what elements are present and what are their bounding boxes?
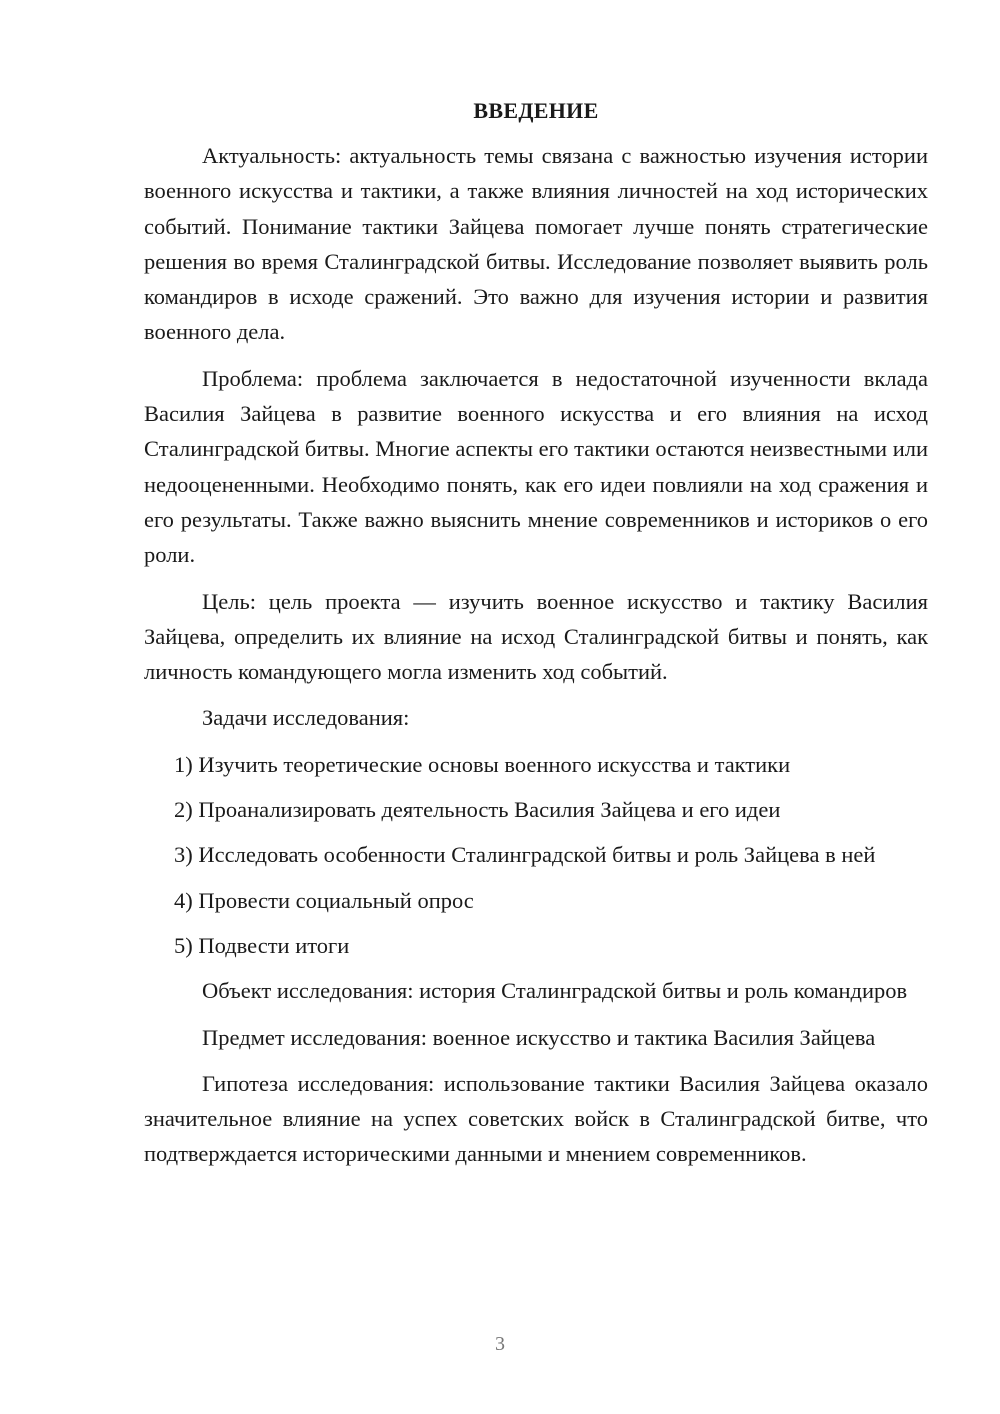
tasks-heading: Задачи исследования: <box>202 705 410 731</box>
section-title: ВВЕДЕНИЕ <box>473 98 599 123</box>
task-item: 4) Провести социальный опрос <box>174 887 474 913</box>
hypothesis-paragraph: Гипотеза исследования: использование тактики Василия Зайцева оказало значительное влияние на успех советских войск в Сталинградской битве, что подтверждается историческими данными и мнением современников. <box>144 1070 928 1167</box>
object-paragraph: Объект исследования: история Сталинградской битвы и роль командиров <box>202 978 908 1004</box>
task-item: 5) Подвести итоги <box>174 932 350 958</box>
task-item: 2) Проанализировать деятельность Василия Зайцева и его идеи <box>174 797 781 823</box>
goal-paragraph: Цель: цель проекта — изучить военное искусство и тактику Василия Зайцева, определить их влияние на исход Сталинградской битвы и понять, как личность командующего могла изменить ход событий. <box>144 588 928 685</box>
subject-paragraph: Предмет исследования: военное искусство и тактика Василия Зайцева <box>202 1024 876 1050</box>
page-content <box>144 96 928 1183</box>
task-item: 1) Изучить теоретические основы военного искусства и тактики <box>174 751 791 777</box>
relevance-paragraph: Актуальность: актуальность темы связана с важностью изучения истории военного искусства и тактики, а также влияния личностей на ход исторических событий. Понимание тактики Зайцева помогает лучше понять стратегические решения во время Сталинградской битвы. Исследование позволяет выявить роль командиров в исходе сражений. Это важно для изучения истории и развития военного дела. <box>144 143 928 345</box>
page-number: 3 <box>495 1333 505 1355</box>
task-item: 3) Исследовать особенности Сталинградской битвы и роль Зайцева в ней <box>174 842 876 868</box>
problem-paragraph: Проблема: проблема заключается в недостаточной изученности вклада Василия Зайцева в развитие военного искусства и его влияния на исход Сталинградской битвы. Многие аспекты его тактики остаются неизвестными или недооцененными. Необходимо понять, как его идеи повлияли на ход сражения и его результаты. Также важно выяснить мнение современников и историков о его роли. <box>144 365 929 568</box>
